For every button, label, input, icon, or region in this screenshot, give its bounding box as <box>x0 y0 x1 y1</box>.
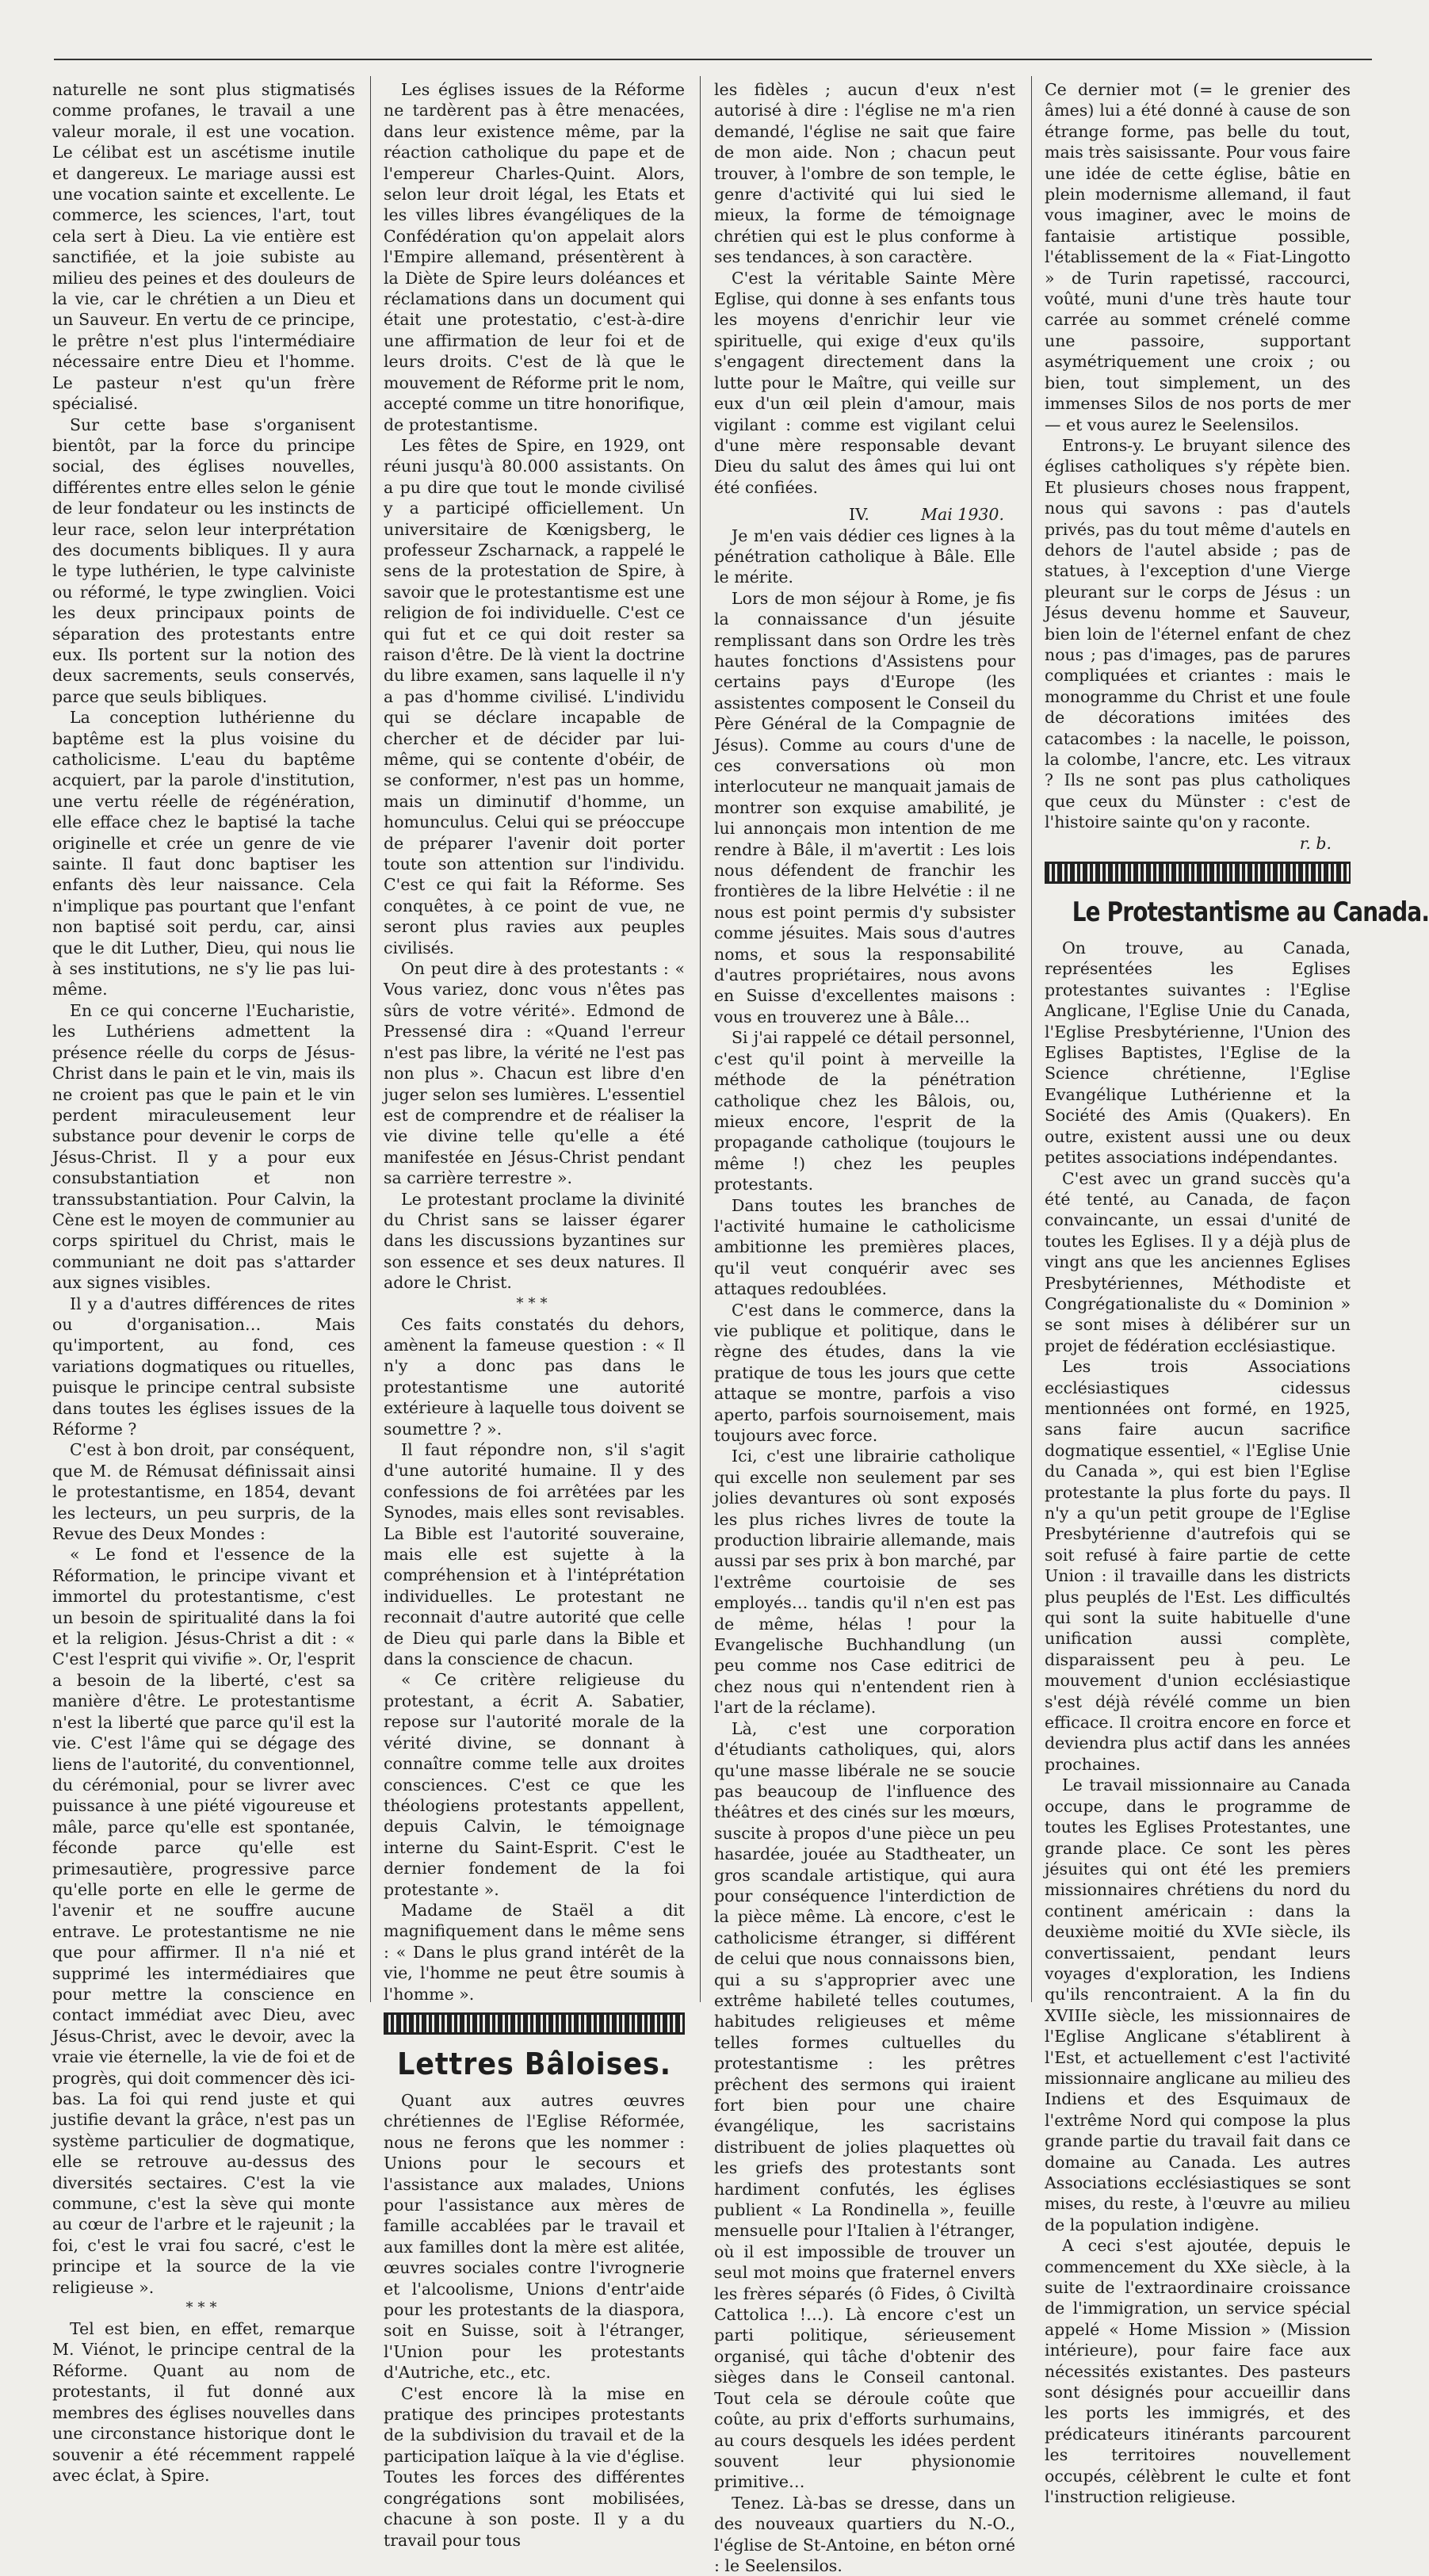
article-paragraph: La conception luthérienne du baptême est la plus voisine du catholicisme. L'eau du baptême acquiert, par la parole d'institution, une vertu réelle de régénération, elle efface chez le baptisé la tache originelle et crée un genre de vie sainte. Il faut donc baptiser les enfants dès leur naissance. Cela n'implique pas pourtant que l'enfant non baptisé soit perdu, car, ainsi que le dit Luther, Dieu, qui nous lie à ses institutions, ne s'y lie pas lui-même. <box>52 708 355 999</box>
ornamental-border <box>384 2012 685 2035</box>
article-paragraph: les fidèles ; aucun d'eux n'est autorisé à dire : l'église ne m'a rien demandé, l'église ne sait que faire de mon aide. Non ; chacun peut trouver, à l'ombre de son temple, le genre d'activité qui lui sied le mieux, la forme de témoignage chrétien qui est le plus conforme à ses tendances, à son caractère. <box>714 80 1015 267</box>
article-paragraph: C'est avec un grand succès qu'a été tenté, au Canada, de façon convaincante, un essai d'unité de toutes les Eglises. Il y a déjà plus de vingt ans que les anciennes Eglises Presbytériennes, Méthodiste et Congrégationaliste du « Dominion » se sont mises à délibérer sur un projet de fédération ecclésiastique. <box>1045 1168 1351 1355</box>
author-signature: r. b. <box>1299 833 1332 853</box>
section-separator: *** <box>185 2299 222 2317</box>
section-date: Mai 1930. <box>921 505 1004 525</box>
article-paragraph: « Le fond et l'essence de la Réformation, le principe vivant et immortel du protestantisme, c'est un besoin de spiritualité dans la foi et la religion. Jésus-Christ a dit : « C'est l'esprit qui vivifie ». Or, l'esprit a besoin de la liberté, c'est sa manière d'être. Le protestantisme n'est la liberté que parce qu'il est la vie. C'est l'âme qui se dégage des liens de l'autorité, du conventionnel, du cérémonial, pour se livrer avec puissance à une piété vigoureuse et mâle, parce qu'elle est spontanée, féconde parce qu'elle est primesautière, progressive parce qu'elle porte en elle le germe de l'avenir et ne souffre aucune entrave. Le protestantisme ne nie que pour affirmer. Il n'a nié et supprimé les intermédiaires que pour mettre la conscience en contact immédiat avec Dieu, avec Jésus-Christ, avec le devoir, avec la vraie vie éternelle, la vie de foi et de progrès, qui doit commencer dès ici-bas. La foi qui rend juste et qui justifie devant la grâce, n'est pas un système particulier de dogmatique, elle se retrouve au-dessus des diversités sectaires. C'est la vie commune, c'est la sève qui monte au cœur de l'arbre et le rajeunit ; la foi, c'est le vrai fou sacré, c'est le principe et la source de la vie religieuse ». <box>52 1545 355 2297</box>
top-rule <box>54 59 1372 60</box>
article-paragraph: Quant aux autres œuvres chrétiennes de l'Eglise Réformée, nous ne ferons que les nommer : Unions pour le secours et l'assistance aux malades, Unions pour l'assistance aux mères de famille accablées par le travail et aux familles dont la mère est alitée, œuvres sociales contre l'ivrognerie et l'alcoolisme, Unions d'entr'aide pour les protestants de la diaspora, soit en Suisse, soit à l'étranger, l'Union pour les protestants d'Autriche, etc., etc. <box>384 2090 685 2383</box>
article-paragraph: Tenez. Là-bas se dresse, dans un des nouveaux quartiers du N.-O., l'église de St-Antoine, en béton orné : le Seelensilos. <box>714 2493 1015 2575</box>
article-heading: Le Protestantisme au Canada. <box>1072 896 1429 929</box>
dateline <box>714 504 1015 525</box>
article-paragraph: A ceci s'est ajoutée, depuis le commencement du XXe siècle, à la suite de l'extraordinaire croissance de l'immigration, un service spécial appelé « Home Mission » (Mission intérieure), pour faire face aux nécessités existantes. Des pasteurs sont désignés pour accueillir dans les ports les immigrés, et des prédicateurs itinérants parcourent les territoires nouvellement occupés, célèbrent le culte et font l'instruction religieuse. <box>1045 2236 1351 2507</box>
article-heading: Lettres Bâloises. <box>397 2046 671 2081</box>
article-paragraph: Le protestant proclame la divinité du Christ sans se laisser égarer dans les discussions byzantines sur son essence et ses deux natures. Il adore le Christ. <box>384 1189 685 1293</box>
article-paragraph: « Ce critère religieuse du protestant, a écrit A. Sabatier, repose sur l'autorité morale de la vérité divine, se donnant à connaître comme telle aux droites consciences. C'est ce que les théologiens protestants appellent, depuis Calvin, le témoignage interne du Saint-Esprit. C'est le dernier fondement de la foi protestante ». <box>384 1670 685 1899</box>
article-paragraph: Il faut répondre non, s'il s'agit d'une autorité humaine. Il y des confessions de foi arrêtées par les Synodes, mais elles sont revisables. La Bible est l'autorité souveraine, mais elle est sujette à la compréhension et à l'intéprétation individuelles. Le protestant ne reconnait d'autre autorité que celle de Dieu qui parle dans la Bible et dans la conscience de chacun. <box>384 1440 685 1669</box>
article-paragraph: Tel est bien, en effet, remarque M. Viénot, le principe central de la Réforme. Quant au nom de protestants, il fut donné aux membres des églises nouvelles dans une circonstance historique dont le souvenir a été récemment rappelé avec éclat, à Spire. <box>52 2319 355 2485</box>
article-paragraph: Si j'ai rappelé ce détail personnel, c'est qu'il point à merveille la méthode de la pénétration catholique chez les Bâlois, ou, mieux encore, l'esprit de la propagande catholique (toujours le même !) chez les peuples protestants. <box>714 1028 1015 1194</box>
column-4 <box>1045 79 1429 2507</box>
article-paragraph: C'est dans le commerce, dans la vie publique et politique, dans le règne des études, dans la vie pratique de tous les jours que cette attaque se montre, parfois a viso aperto, parfois sournoisement, mais toujours avec force. <box>714 1300 1015 1445</box>
article-paragraph: naturelle ne sont plus stigmatisés comme profanes, le travail a une valeur morale, il est une vocation. Le célibat est un ascétisme inutile et dangereux. Le mariage aussi est une vocation sainte et excellente. Le commerce, les sciences, l'art, tout cela sert à Dieu. La vie entière est sanctifiée, et la joie subiste au milieu des peines et des douleurs de la vie, car le chrétien a un Dieu et un Sauveur. En vertu de ce principe, le prêtre n'est plus l'intermédiaire nécessaire entre Dieu et l'homme. Le pasteur n'est qu'un frère spécialisé. <box>52 80 355 414</box>
article-paragraph: Entrons-y. Le bruyant silence des églises catholiques s'y répète bien. Et plusieurs choses nous frappent, nous qui savons : pas d'autels privés, pas du tout même d'autels en dehors de l'autel abside ; pas de statues, à l'exception d'une Vierge pleurant sur le corps de Jésus : un Jésus devenu homme et Sauveur, bien loin de l'éternel enfant de chez nous ; pas d'images, pas de parures compliquées et criantes : mais le monogramme du Christ et une foule de décorations imitées des catacombes : la nacelle, le poisson, la colombe, l'ancre, etc. Les vitraux ? Ils ne sont pas plus catholiques que ceux du Münster : c'est de l'histoire sainte qu'on y raconte. <box>1045 435 1351 832</box>
article-paragraph: C'est à bon droit, par conséquent, que M. de Rémusat définissait ainsi le protestantisme, en 1854, devant les lecteurs, un peu surpris, de la Revue des Deux Mondes : <box>52 1440 355 1544</box>
article-paragraph: Le travail missionnaire au Canada occupe, dans le programme de toutes les Eglises Protestantes, une grande place. Ce sont les pères jésuites qui ont été les premiers missionnaires chrétiens du nord du continent américain : dans la deuxième moitié du XVIe siècle, ils convertissaient, pendant leurs voyages d'exploration, les Indiens qu'ils rencontraient. A la fin du XVIIIe siècle, les missionnaires de l'Eglise Anglicane s'établirent à l'Est, et actuellement c'est l'activité missionnaire anglicane au milieu des Indiens et des Esquimaux de l'extrême Nord qui compose la plus grande partie du travail fait dans ce domaine au Canada. Les autres Associations ecclésiastiques se sont mises, du reste, à l'œuvre au milieu de la population indigène. <box>1045 1775 1351 2234</box>
column-2 <box>384 79 685 2550</box>
article-paragraph: C'est la véritable Sainte Mère Eglise, qui donne à ses enfants tous les moyens d'enrichir leur vie spirituelle, qui exige d'eux qu'ils s'engagent directement dans la lutte pour le Maître, qui veille sur eux d'un œil plein d'amour, mais vigilant : comme est vigilant celui d'une mère responsable devant Dieu du salut des âmes qui lui ont été confiées. <box>714 268 1015 497</box>
ornamental-border <box>1045 862 1351 884</box>
article-paragraph: C'est encore là la mise en pratique des principes protestants de la subdivision du travail et de la participation laïque à la vie d'église. Toutes les forces des différentes congrégations sont mobilisées, chacune à son poste. Il y a du travail pour tous <box>384 2383 685 2550</box>
article-paragraph: Là, c'est une corporation d'étudiants catholiques, qui, alors qu'une masse libérale ne se soucie pas beaucoup de l'influence des théâtres et des cinés sur les mœurs, suscite à propos d'une pièce un peu hasardée, jouée au Stadtheater, un gros scandale artistique, qui aura pour conséquence l'interdiction de la pièce même. Là encore, c'est le catholicisme étranger, si différent de celui que nous connaissons bien, qui a su s'approprier avec une extrême habileté telles coutumes, habitudes religieuses et même telles formes cultuelles du protestantisme : les prêtres prêchent des sermons qui iraient fort bien pour une chaire évangélique, les sacristains distribuent de jolies plaquettes où les griefs des protestants sont hardiment confutés, les églises publient « La Rondinella », feuille mensuelle pour l'Italien à l'étranger, où il est impossible de trouver un seul mot moins que fraternel envers les frères séparés (ô Fides, ô Civiltà Cattolica !…). Là encore c'est un parti politique, sérieusement organisé, qui tâche d'obtenir des sièges dans le Conseil cantonal. Tout cela se déroule coûte que coûte, au prix d'efforts surhumains, au cours desquels les idées perdent souvent leur physionomie primitive… <box>714 1718 1015 2492</box>
article-paragraph: Les trois Associations ecclésiastiques cidessus mentionnées ont formé, en 1925, sans faire aucun sacrifice dogmatique essentiel, « l'Eglise Unie du Canada », qui est bien l'Eglise protestante la plus forte du pays. Il n'y a qu'un petit groupe de l'Eglise Presbytérienne d'autrefois qui se soit refusé à faire partie de cette Union : il travaille dans les districts plus peuplés de l'Est. Les difficultés qui sont la suite habituelle d'une unification aussi complète, disparaissent peu à peu. Le mouvement d'union ecclésiastique s'est déjà révélé comme un bien efficace. Il croitra encore en force et deviendra plus actif dans les années prochaines. <box>1045 1357 1351 1774</box>
article-paragraph: Ces faits constatés du dehors, amènent la fameuse question : « Il n'y a donc pas dans le protestantisme une autorité extérieure à laquelle tous doivent se soumettre ? ». <box>384 1314 685 1439</box>
section-separator: *** <box>516 1294 552 1312</box>
article-paragraph: Les fêtes de Spire, en 1929, ont réuni jusqu'à 80.000 assistants. On a pu dire que tout le monde civilisé y a participé officiellement. Un universitaire de Kœnigsberg, le professeur Zscharnack, a rappelé le sens de la protestation de Spire, à savoir que le protestantisme est une religion de foi individuelle. C'est ce qui fut et ce qui doit rester sa raison d'être. De là vient la doctrine du libre examen, sans laquelle il n'y a pas d'homme civilisé. L'individu qui se déclare incapable de chercher et de décider par lui-même, qui se contente d'obéir, de se conformer, n'est pas un homme, mais un diminutif d'homme, un homunculus. Celui qui se préoccupe de préparer l'avenir doit porter toute son attention sur l'individu. C'est ce qui fait la Réforme. Ses conquêtes, à ce point de vue, ne seront plus ravies aux peuples civilisés. <box>384 435 685 957</box>
article-paragraph: Madame de Staël a dit magnifiquement dans le même sens : « Dans le plus grand intérêt de la vie, l'homme ne peut être soumis à l'homme ». <box>384 1900 685 2004</box>
article-paragraph: Dans toutes les branches de l'activité humaine le catholicisme ambitionne les premières places, qu'il veut conquérir avec ses attaques redoublées. <box>714 1195 1015 1299</box>
article-paragraph: Je m'en vais dédier ces lignes à la pénétration catholique à Bâle. Elle le mérite. <box>714 526 1015 587</box>
section-number: IV. <box>849 505 869 525</box>
article-paragraph: Sur cette base s'organisent bientôt, par la force du principe social, des églises nouvelles, différentes entre elles selon le génie de leur fondateur ou les instincts de leur race, selon leur interprétation des documents bibliques. Il y aura le type luthérien, le type calviniste ou réformé, le type zwinglien. Voici les deux principaux points de séparation des protestants entre eux. Ils portent sur la notion des deux sacrements, seuls conservés, parce que seuls bibliques. <box>52 415 355 706</box>
article-paragraph: On peut dire à des protestants : « Vous variez, donc vous n'êtes pas sûrs de votre vérité». Edmond de Pressensé dira : «Quand l'erreur n'est pas libre, la vérité ne l'est pas non plus ». Chacun est libre d'en juger selon ses lumières. L'essentiel est de comprendre et de réaliser la vie divine telle qu'elle a été manifestée en Jésus-Christ pendant sa carrière terrestre ». <box>384 959 685 1188</box>
column-rule <box>1031 76 1032 2002</box>
article-paragraph: Ici, c'est une librairie catholique qui excelle non seulement par ses jolies devantures où sont exposés les plus riches livres de toute la production librairie allemande, mais aussi par ses prix à bon marché, par l'extrême courtoisie de ses employés… tandis qu'il n'en est pas de même, hélas ! pour la Evangelische Buchhandlung (un peu comme nos Case editrici de chez nous qui n'entendent rien à l'art de la réclame). <box>714 1447 1015 1718</box>
article-paragraph: Lors de mon séjour à Rome, je fis la connaissance d'un jésuite remplissant dans son Ordre les très hautes fonctions d'Assistens pour certains pays d'Europe (les assistentes composent le Conseil du Père Général de la Compagnie de Jésus). Comme au cours d'une de ces conversations où mon interlocuteur ne manquait jamais de montrer son exquise amabilité, je lui annonçais mon intention de me rendre à Bâle, il m'avertit : Les lois nous défendent de franchir les frontières de la libre Helvétie : il ne nous est point permis d'y subsister comme jésuites. Mais sous d'autres noms, et sous la responsabilité d'autres propriétaires, nous avons en Suisse d'excellentes maisons : vous en trouverez une à Bâle… <box>714 588 1015 1026</box>
article-paragraph: En ce qui concerne l'Eucharistie, les Luthériens admettent la présence réelle du corps de Jésus-Christ dans le pain et le vin, mais ils ne croient pas que le pain et le vin perdent miraculeusement leur substance pour devenir le corps de Jésus-Christ. Il y a pour eux consubstantiation et non transsubstantiation. Pour Calvin, la Cène est le moyen de communier au corps spirituel du Christ, mais le communiant ne doit pas s'attarder aux signes visibles. <box>52 1000 355 1293</box>
column-3 <box>714 79 1015 2575</box>
column-rule <box>370 76 371 2002</box>
column-rule <box>700 76 701 2002</box>
column-1 <box>52 79 355 2485</box>
article-paragraph: Les églises issues de la Réforme ne tardèrent pas à être menacées, dans leur existence même, par la réaction catholique du pape et de l'empereur Charles-Quint. Alors, selon leur droit légal, les Etats et les villes libres évangéliques de la Confédération qu'on appelait alors l'Empire allemand, présentèrent à la Diète de Spire leurs doléances et réclamations dans un document qui était une protestatio, c'est-à-dire une affirmation de leur foi et de leurs droits. C'est de là que le mouvement de Réforme prit le nom, accepté comme un titre honorifique, de protestantisme. <box>384 80 685 434</box>
article-paragraph: Il y a d'autres différences de rites ou d'organisation… Mais qu'importent, au fond, ces variations dogmatiques ou rituelles, puisque le principe central subsiste dans toutes les églises issues de la Réforme ? <box>52 1294 355 1439</box>
article-paragraph: On trouve, au Canada, représentées les Eglises protestantes suivantes : l'Eglise Anglicane, l'Eglise Unie du Canada, l'Eglise Presbytérienne, l'Union des Eglises Baptistes, l'Eglise de la Science chrétienne, l'Eglise Evangélique Luthérienne et la Société des Amis (Quakers). En outre, existent aussi une ou deux petites associations indépendantes. <box>1045 938 1351 1168</box>
article-paragraph: Ce dernier mot (= le grenier des âmes) lui a été donné à cause de son étrange forme, pas belle du tout, mais très saisissante. Pour vous faire une idée de cette église, bâtie en plein modernisme allemand, il faut vous imaginer, avec le moins de fantaisie artistique possible, l'établissement de la « Fiat-Lingotto » de Turin rapetissé, raccourci, voûté, muni d'une très haute tour carrée au sommet crénelé comme une passoire, supportant asymétriquement une croix ; ou bien, tout simplement, un des immenses Silos de nos ports de mer — et vous aurez le Seelensilos. <box>1045 80 1351 434</box>
